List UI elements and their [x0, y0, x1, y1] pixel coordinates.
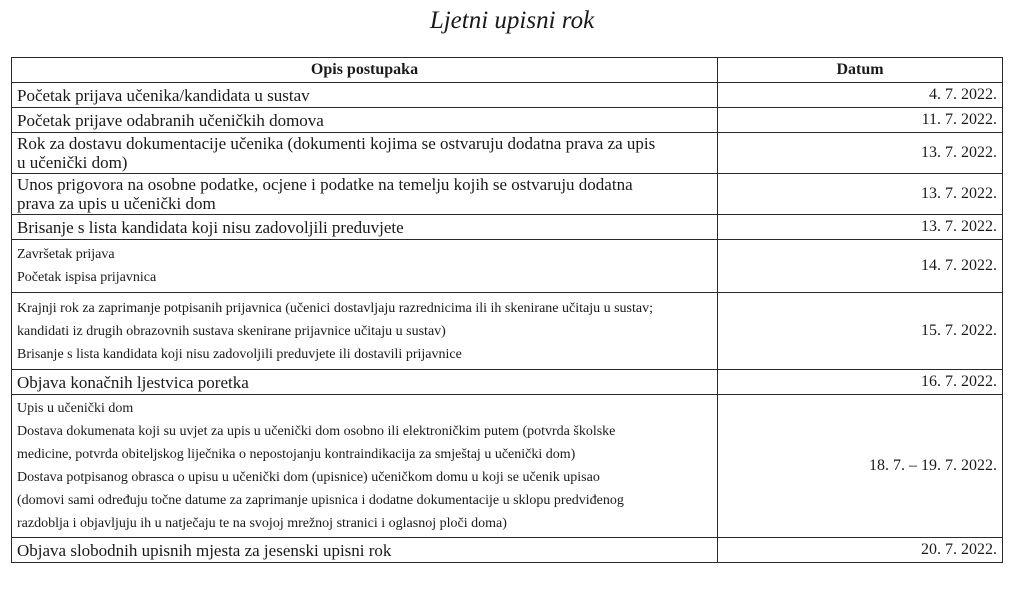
- row-date: 13. 7. 2022.: [718, 215, 1003, 240]
- row-description: [12, 538, 718, 563]
- row-description: [12, 293, 718, 370]
- table-row: [12, 174, 1003, 215]
- description-line: Krajnji rok za zaprimanje potpisanih prijavnica (učenici dostavljaju razrednicima ili ih skenirane učitaju u sustav;: [17, 300, 654, 316]
- description-line: Objava slobodnih upisnih mjesta za jesenski upisni rok: [17, 540, 392, 560]
- table-header-row: [12, 58, 1003, 83]
- page-title: Ljetni upisni rok: [429, 7, 595, 34]
- row-description: [12, 215, 718, 240]
- description-line: Objava konačnih ljestvica poretka: [17, 372, 249, 392]
- description-line: Rok za dostavu dokumentacije učenika (dokumenti kojima se ostvaruju dodatna prava za upis: [17, 134, 656, 153]
- description-line: Brisanje s lista kandidata koji nisu zadovoljili preduvjete: [17, 217, 404, 237]
- description-line: Početak ispisa prijavnica: [17, 270, 157, 285]
- header-date: Datum: [718, 58, 1003, 83]
- description-line: prava za upis u učenički dom: [17, 194, 216, 213]
- row-date: 13. 7. 2022.: [718, 174, 1003, 215]
- description-line: Brisanje s lista kandidata koji nisu zadovoljili preduvjete ili dostavili prijavnice: [17, 346, 462, 362]
- description-line: Upis u učenički dom: [17, 401, 134, 416]
- description-line: Završetak prijava: [17, 247, 115, 262]
- description-line: Početak prijave odabranih učeničkih domova: [17, 110, 324, 130]
- schedule-table: [11, 57, 1003, 563]
- description-line: medicine, potvrda obiteljskog liječnika o nepostojanju kontraindikacija za smještaj u učenički dom): [17, 447, 576, 462]
- row-description: [12, 395, 718, 538]
- row-description: [12, 108, 718, 133]
- table-row: [12, 293, 1003, 370]
- row-description: [12, 133, 718, 174]
- row-date: 16. 7. 2022.: [718, 370, 1003, 395]
- description-line: razdoblja i objavljuju ih u natječaju te na svojoj mrežnoj stranici i oglasnoj ploči doma): [17, 516, 507, 531]
- header-description: Opis postupaka: [12, 58, 718, 83]
- row-date: 13. 7. 2022.: [718, 133, 1003, 174]
- table-row: [12, 108, 1003, 133]
- description-line: kandidati iz drugih obrazovnih sustava skenirane prijavnice učitaju u sustav): [17, 323, 446, 339]
- row-date: 4. 7. 2022.: [718, 83, 1003, 108]
- row-date: 18. 7. – 19. 7. 2022.: [718, 395, 1003, 538]
- description-line: Dostava potpisanog obrasca o upisu u učenički dom (upisnice) učeničkom domu u koji se učenik upisao: [17, 470, 600, 485]
- row-date: 14. 7. 2022.: [718, 240, 1003, 293]
- row-description: [12, 174, 718, 215]
- table-row: [12, 133, 1003, 174]
- table-row: [12, 370, 1003, 395]
- row-date: 11. 7. 2022.: [718, 108, 1003, 133]
- table-row: [12, 395, 1003, 538]
- table-row: [12, 215, 1003, 240]
- row-date: 20. 7. 2022.: [718, 538, 1003, 563]
- description-line: Dostava dokumenata koji su uvjet za upis u učenički dom osobno ili elektroničkim putem (potvrda školske: [17, 424, 616, 439]
- description-line: Početak prijava učenika/kandidata u sustav: [17, 85, 310, 105]
- table-row: [12, 538, 1003, 563]
- row-description: [12, 370, 718, 395]
- description-line: Unos prigovora na osobne podatke, ocjene i podatke na temelju kojih se ostvaruju dodatna: [17, 175, 633, 194]
- row-description: [12, 240, 718, 293]
- row-date: 15. 7. 2022.: [718, 293, 1003, 370]
- description-line: (domovi sami određuju točne datume za zaprimanje upisnica i dodatne dokumentacije u sklopu predviđenog: [17, 493, 624, 508]
- description-line: u učenički dom): [17, 153, 128, 172]
- table-row: [12, 240, 1003, 293]
- row-description: [12, 83, 718, 108]
- table-row: [12, 83, 1003, 108]
